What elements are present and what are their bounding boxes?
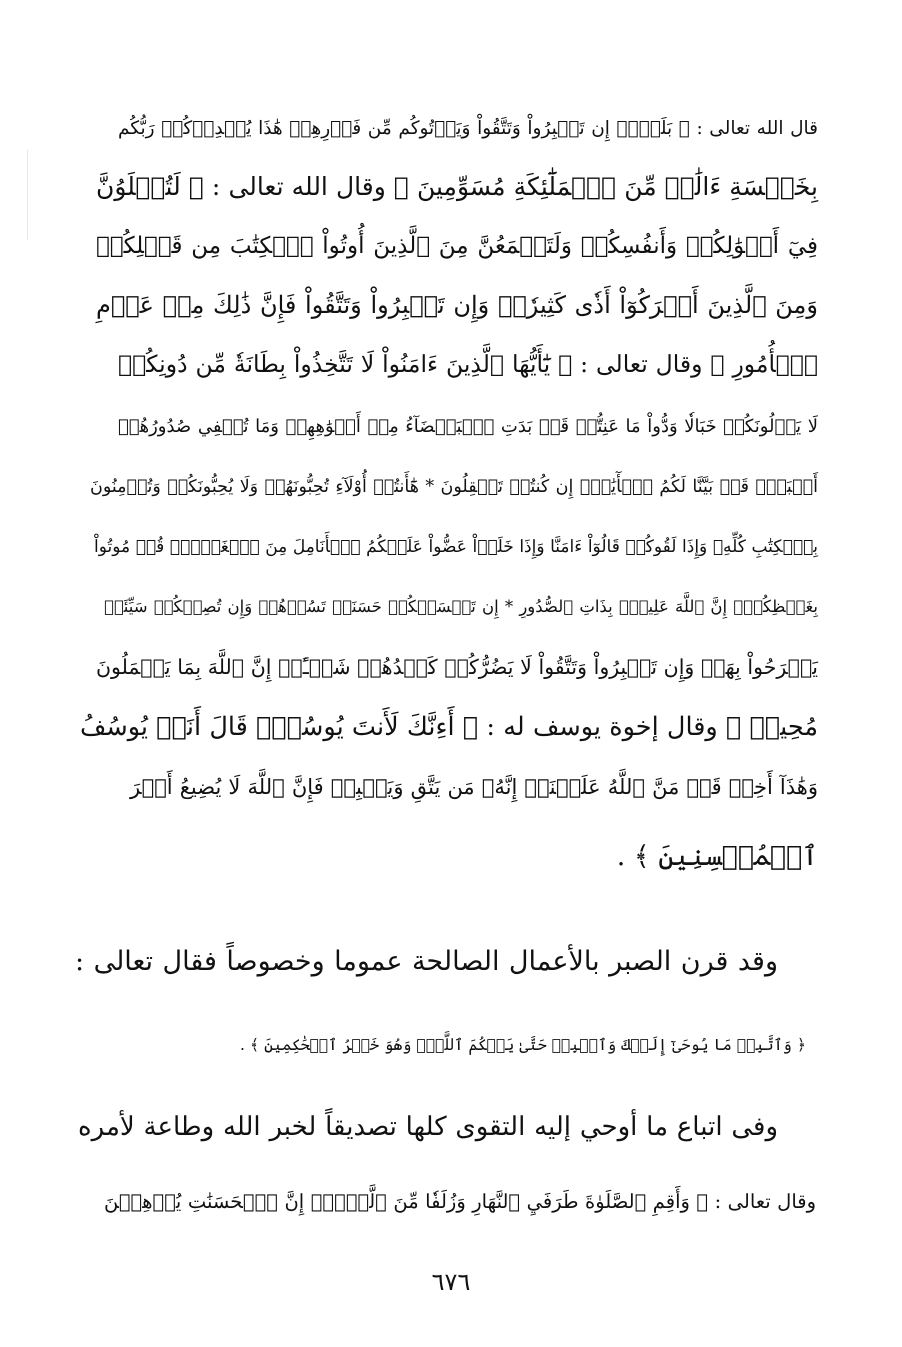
text-line: قال الله تعالى : ﴿ بَلَىٰٓۚ إِن تَصۡبِرُواْ وَتَتَّقُواْ وَيَأۡتُوكُم مِّن فَوۡرِهِمۡ هَٰذَا يُمۡدِدۡكُمۡ رَبُّكُم: [118, 118, 818, 139]
margin-mark: [27, 150, 28, 240]
text-line: ﴿ وَٱتَّبِعۡ مَا يُوحَىٰٓ إِلَيۡكَ وَٱصۡبِرۡ حَتَّىٰ يَحۡكُمَ ٱللَّهُۚ وَهُوَ خَيۡرُ ٱلۡحَٰكِمِينَ ﴾ .: [240, 1036, 806, 1054]
text-line: وقال تعالى : ﴿ وَأَقِمِ ٱلصَّلَوٰةَ طَرَفَيِ ٱلنَّهَارِ وَزُلَفٗا مِّنَ ٱلَّيۡلِۚ إِنَّ ٱلۡحَسَنَٰتِ يُذۡهِبۡنَ: [104, 1190, 816, 1213]
text-line: مُحِيطٞ ﴾ وقال إخوة يوسف له : ﴿ أَءِنَّكَ لَأَنتَ يُوسُفُۖ قَالَ أَنَا۠ يُوسُفُ: [80, 712, 818, 742]
text-line: وَهَٰذَآ أَخِيۖ قَدۡ مَنَّ ٱللَّهُ عَلَيۡنَآۖ إِنَّهُۥ مَن يَتَّقِ وَيَصۡبِرۡ فَإِنَّ ٱللَّهَ لَا يُضِيعُ أَجۡرَ: [130, 775, 818, 799]
text-line: ٱلۡمُحۡسِنِينَ ﴾ .: [616, 841, 818, 872]
text-line: لَا يَأۡلُونَكُمۡ خَبَالٗا وَدُّواْ مَا عَنِتُّمۡ قَدۡ بَدَتِ ٱلۡبَغۡضَآءُ مِنۡ أَفۡوَٰهِهِمۡ وَمَا تُخۡفِي صُدُورُهُمۡ: [118, 416, 818, 437]
text-line: فِيٓ أَمۡوَٰلِكُمۡ وَأَنفُسِكُمۡ وَلَتَسۡمَعُنَّ مِنَ ٱلَّذِينَ أُوتُواْ ٱلۡكِتَٰبَ مِن قَبۡلِكُمۡ: [96, 233, 818, 259]
text-line: ٱلۡأُمُورِ ﴾ وقال تعالى : ﴿ يَٰٓأَيُّهَا ٱلَّذِينَ ءَامَنُواْ لَا تَتَّخِذُواْ بِطَانَةٗ مِّن دُونِكُمۡ: [118, 350, 818, 378]
text-line: أَكۡبَرُۚ قَدۡ بَيَّنَّا لَكُمُ ٱلۡأٓيَٰتِۖ إِن كُنتُمۡ تَعۡقِلُونَ * هَٰٓأَنتُمۡ أُوْلَآءِ تُحِبُّونَهُمۡ وَلَا يُحِبُّونَكُمۡ وَتُؤۡمِنُونَ: [90, 477, 818, 497]
text-line: بِٱلۡكِتَٰبِ كُلِّهِۦ وَإِذَا لَقُوكُمۡ قَالُوٓاْ ءَامَنَّا وَإِذَا خَلَوۡاْ عَضُّواْ عَلَيۡكُمُ ٱلۡأَنَامِلَ مِنَ ٱلۡغَيۡظِۚ قُلۡ مُوتُواْ: [94, 537, 818, 557]
text-line: بِغَيۡظِكُمۡۗ إِنَّ ٱللَّهَ عَلِيمُۢ بِذَاتِ ٱلصُّدُورِ * إِن تَمۡسَسۡكُمۡ حَسَنَةٞ تَسُؤۡهُمۡ وَإِن تُصِبۡكُمۡ سَيِّئَةٞ: [104, 597, 818, 616]
text-line: وفى اتباع ما أوحي إليه التقوى كلها تصديقاً لخبر الله وطاعة لأمره: [78, 1112, 778, 1142]
text-line: وقد قرن الصبر بالأعمال الصالحة عموما وخصوصاً فقال تعالى :: [75, 946, 778, 977]
text-line: يَفۡرَحُواْ بِهَاۖ وَإِن تَصۡبِرُواْ وَتَتَّقُواْ لَا يَضُرُّكُمۡ كَيۡدُهُمۡ شَيۡـًٔاۗ إِنَّ ٱللَّهَ بِمَا يَعۡمَلُونَ: [96, 655, 818, 679]
text-line: وَمِنَ ٱلَّذِينَ أَشۡرَكُوٓاْ أَذٗى كَثِيرٗاۚ وَإِن تَصۡبِرُواْ وَتَتَّقُواْ فَإِنَّ ذَٰلِكَ مِنۡ عَزۡمِ: [96, 291, 818, 319]
page-number: ٦٧٦: [431, 1268, 471, 1296]
text-line: بِخَمۡسَةِ ءَالَٰفٖ مِّنَ ٱلۡمَلَٰٓئِكَةِ مُسَوِّمِينَ ﴾ وقال الله تعالى : ﴿ لَتُبۡلَوُنَّ: [96, 172, 818, 201]
